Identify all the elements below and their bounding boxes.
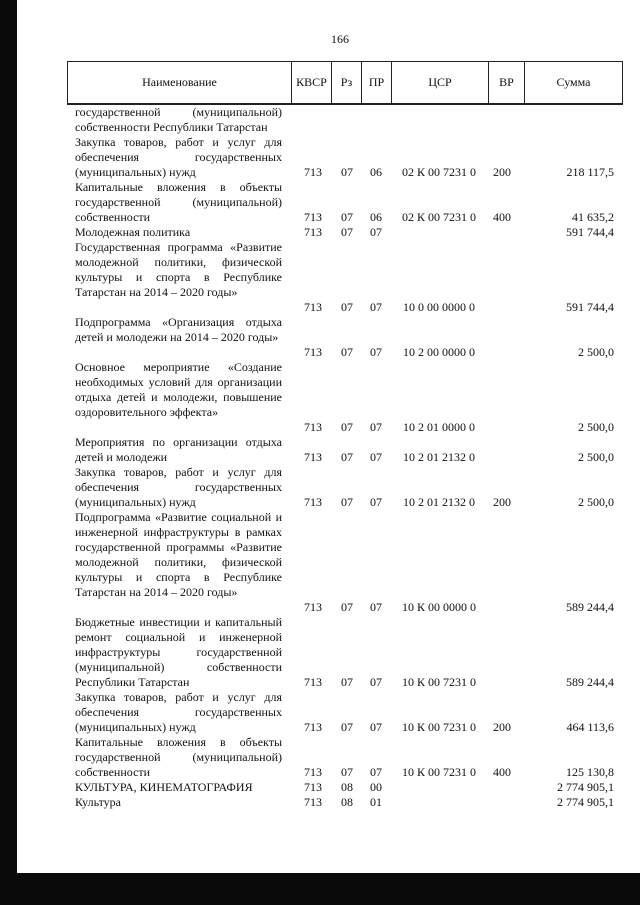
- row-pr: 07: [370, 765, 382, 779]
- table-row: [0, 105, 640, 135]
- row-kvsr: 713: [304, 495, 322, 509]
- row-pr: 07: [370, 300, 382, 314]
- row-pr: 06: [370, 210, 382, 224]
- row-rz: 07: [341, 765, 353, 779]
- row-sum: 2 500,0: [578, 450, 614, 464]
- table-row: [0, 315, 640, 360]
- column-header-csr: ЦСР: [392, 62, 489, 103]
- row-sum: 2 774 905,1: [557, 780, 614, 794]
- row-rz: 07: [341, 300, 353, 314]
- row-rz: 07: [341, 210, 353, 224]
- row-sum: 589 244,4: [566, 600, 614, 614]
- row-name: КУЛЬТУРА, КИНЕМАТОГРАФИЯ: [75, 780, 253, 794]
- scan-border-bottom: [0, 873, 640, 905]
- row-csr: 10 0 00 0000 0: [403, 300, 475, 314]
- row-rz: 07: [341, 495, 353, 509]
- row-pr: 07: [370, 450, 382, 464]
- row-rz: 07: [341, 720, 353, 734]
- column-header-vr: ВР: [489, 62, 525, 103]
- row-csr: 10 К 00 0000 0: [401, 600, 476, 614]
- row-pr: 07: [370, 225, 382, 239]
- row-pr: 07: [370, 600, 382, 614]
- row-name: Мероприятия по организации отдыха детей и молодежи: [75, 435, 282, 464]
- row-pr: 01: [370, 795, 382, 809]
- row-rz: 08: [341, 780, 353, 794]
- row-rz: 07: [341, 420, 353, 434]
- row-csr: 10 2 01 2132 0: [403, 495, 475, 509]
- row-kvsr: 713: [304, 450, 322, 464]
- row-vr: 400: [493, 210, 511, 224]
- row-name: Капитальные вложения в объекты государственной (муниципальной) собственности: [75, 735, 282, 779]
- row-rz: 08: [341, 795, 353, 809]
- row-kvsr: 713: [304, 165, 322, 179]
- row-name: Молодежная политика: [75, 225, 191, 239]
- row-pr: 07: [370, 495, 382, 509]
- table-row: [0, 465, 640, 510]
- table-row: [0, 360, 640, 435]
- row-name: Капитальные вложения в объекты государственной (муниципальной) собственности: [75, 180, 282, 224]
- table-row: [0, 795, 640, 810]
- column-header-pr: ПР: [362, 62, 392, 103]
- row-sum: 464 113,6: [566, 720, 614, 734]
- row-sum: 41 635,2: [572, 210, 614, 224]
- table-row: [0, 510, 640, 615]
- row-pr: 07: [370, 675, 382, 689]
- row-vr: 200: [493, 165, 511, 179]
- table-row: [0, 780, 640, 795]
- row-kvsr: 713: [304, 780, 322, 794]
- row-csr: 10 К 00 7231 0: [401, 720, 476, 734]
- row-name: Закупка товаров, работ и услуг для обеспечения государственных (муниципальных) нужд: [75, 690, 282, 734]
- column-header-kvsr: КВСР: [292, 62, 332, 103]
- table-header: [67, 61, 623, 104]
- row-kvsr: 713: [304, 675, 322, 689]
- row-sum: 589 244,4: [566, 675, 614, 689]
- row-rz: 07: [341, 675, 353, 689]
- row-rz: 07: [341, 345, 353, 359]
- row-name: Подпрограмма «Организация отдыха детей и молодежи на 2014 – 2020 годы»: [75, 315, 282, 344]
- row-kvsr: 713: [304, 765, 322, 779]
- row-kvsr: 713: [304, 300, 322, 314]
- row-name: Бюджетные инвестиции и капитальный ремонт социальной и инженерной инфраструктуры государственной (муниципальной) собственности Республики Татарстан: [75, 615, 282, 689]
- row-sum: 2 500,0: [578, 420, 614, 434]
- row-vr: 400: [493, 765, 511, 779]
- row-name: Подпрограмма «Развитие социальной и инженерной инфраструктуры в рамках государственной программы «Развитие молодежной политики, физической культуры и спорта в Республике Татарстан на 2014 – 2020 годы»: [75, 510, 282, 599]
- table-row: [0, 135, 640, 180]
- row-kvsr: 713: [304, 420, 322, 434]
- row-sum: 591 744,4: [566, 225, 614, 239]
- row-name: Государственная программа «Развитие молодежной политики, физической культуры и спорта в Республике Татарстан на 2014 – 2020 годы»: [75, 240, 282, 299]
- row-kvsr: 713: [304, 210, 322, 224]
- row-sum: 2 500,0: [578, 345, 614, 359]
- row-rz: 07: [341, 450, 353, 464]
- row-pr: 07: [370, 720, 382, 734]
- row-rz: 07: [341, 165, 353, 179]
- row-sum: 125 130,8: [566, 765, 614, 779]
- row-csr: 10 К 00 7231 0: [401, 765, 476, 779]
- table-row: [0, 225, 640, 240]
- row-name: Закупка товаров, работ и услуг для обеспечения государственных (муниципальных) нужд: [75, 465, 282, 509]
- column-header-sum: Сумма: [556, 75, 591, 89]
- table-row: [0, 180, 640, 225]
- page-number: 166: [331, 32, 349, 46]
- row-kvsr: 713: [304, 795, 322, 809]
- row-name: государственной (муниципальной) собственности Республики Татарстан: [75, 105, 282, 134]
- row-sum: 591 744,4: [566, 300, 614, 314]
- table-row: [0, 735, 640, 780]
- row-rz: 07: [341, 225, 353, 239]
- row-csr: 02 К 00 7231 0: [401, 210, 476, 224]
- row-name: Основное мероприятие «Создание необходимых условий для организации отдыха детей и молодежи, повышение оздоровительного эффекта»: [75, 360, 282, 419]
- row-vr: 200: [493, 720, 511, 734]
- row-csr: 10 2 01 2132 0: [403, 450, 475, 464]
- row-name: Культура: [75, 795, 121, 809]
- row-pr: 06: [370, 165, 382, 179]
- column-header-name: Наименование: [68, 62, 292, 103]
- row-csr: 02 К 00 7231 0: [401, 165, 476, 179]
- row-kvsr: 713: [304, 720, 322, 734]
- row-kvsr: 713: [304, 600, 322, 614]
- table-row: [0, 615, 640, 690]
- row-csr: 10 К 00 7231 0: [401, 675, 476, 689]
- table-row: [0, 690, 640, 735]
- row-sum: 2 774 905,1: [557, 795, 614, 809]
- row-pr: 00: [370, 780, 382, 794]
- row-sum: 2 500,0: [578, 495, 614, 509]
- table-row: [0, 435, 640, 465]
- row-kvsr: 713: [304, 225, 322, 239]
- column-header-rz: Рз: [332, 62, 362, 103]
- row-pr: 07: [370, 420, 382, 434]
- row-kvsr: 713: [304, 345, 322, 359]
- row-vr: 200: [493, 495, 511, 509]
- row-name: Закупка товаров, работ и услуг для обеспечения государственных (муниципальных) нужд: [75, 135, 282, 179]
- row-csr: 10 2 00 0000 0: [403, 345, 475, 359]
- row-sum: 218 117,5: [566, 165, 614, 179]
- row-pr: 07: [370, 345, 382, 359]
- row-rz: 07: [341, 600, 353, 614]
- row-csr: 10 2 01 0000 0: [403, 420, 475, 434]
- table-row: [0, 240, 640, 315]
